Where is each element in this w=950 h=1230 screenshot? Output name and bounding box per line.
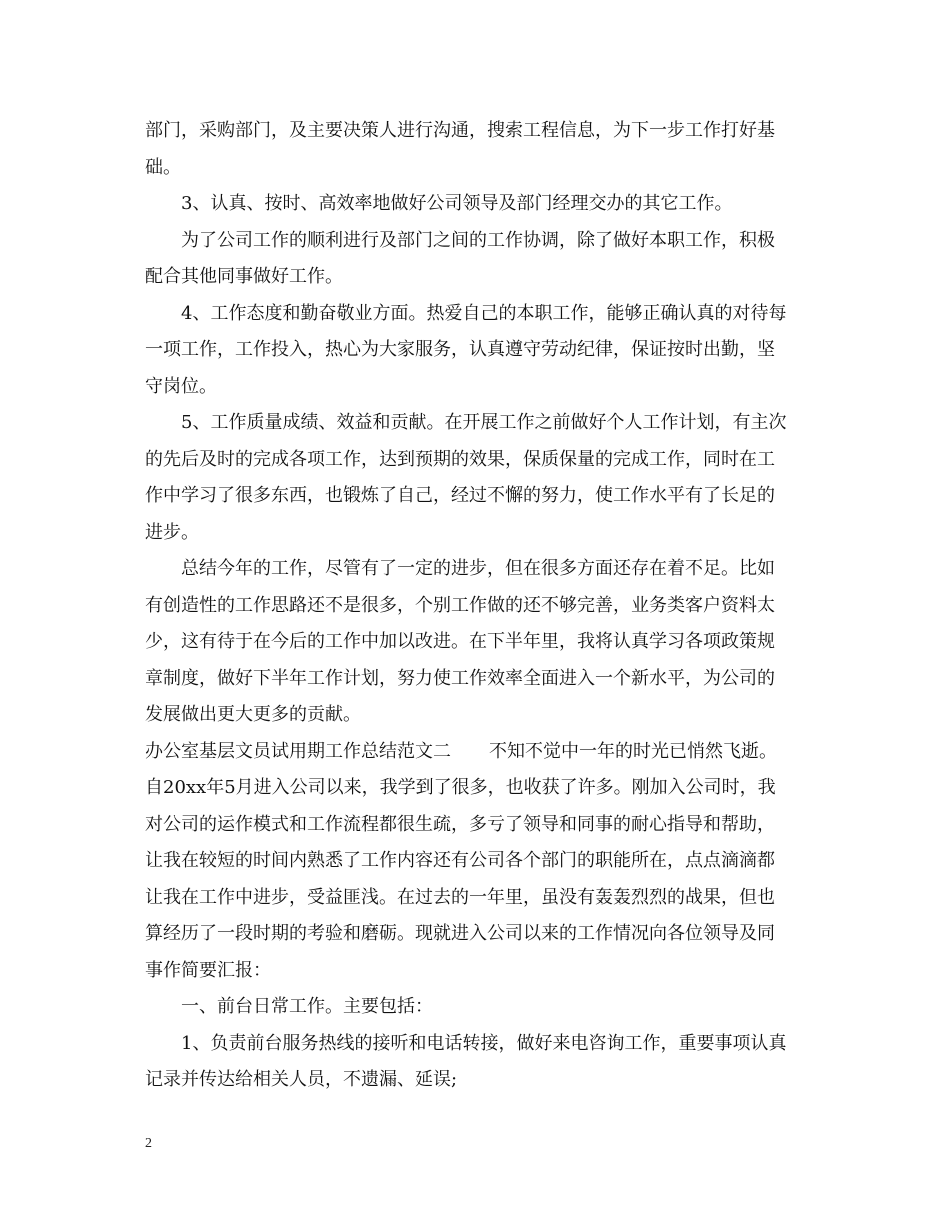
paragraph-line: 算经历了一段时期的考验和磨砺。现就进入公司以来的工作情况向各位领导及同 xyxy=(145,923,775,944)
paragraph-line: 5、工作质量成绩、效益和贡献。在开展工作之前做好个人工作计划，有主次 xyxy=(181,412,787,433)
section-title: 办公室基层文员试用期工作总结范文二 xyxy=(145,740,451,762)
paragraph-line: 配合其他同事做好工作。 xyxy=(145,266,343,287)
paragraph-line: 部门，采购部门，及主要决策人进行沟通，搜索工程信息，为下一步工作打好基 xyxy=(145,120,775,141)
paragraph-line: 的先后及时的完成各项工作，达到预期的效果，保质保量的完成工作，同时在工 xyxy=(145,448,775,470)
paragraph-line: 3、认真、按时、高效率地做好公司领导及部门经理交办的其它工作。 xyxy=(181,193,733,214)
page-number: 2 xyxy=(145,1136,152,1151)
paragraph-line: 作中学习了很多东西，也锻炼了自己，经过不懈的努力，使工作水平有了长足的 xyxy=(145,485,775,506)
paragraph-line: 章制度，做好下半年工作计划，努力使工作效率全面进入一个新水平，为公司的 xyxy=(145,667,775,689)
paragraph-line: 让我在较短的时间内熟悉了工作内容还有公司各个部门的职能所在，点点滴滴都 xyxy=(145,850,775,871)
paragraph-line: 记录并传达给相关人员，不遗漏、延误; xyxy=(145,1069,458,1090)
paragraph-line: 一、前台日常工作。主要包括： xyxy=(181,996,433,1017)
paragraph-line: 让我在工作中进步，受益匪浅。在过去的一年里，虽没有轰轰烈烈的战果，但也 xyxy=(145,886,775,908)
paragraph-line: 守岗位。 xyxy=(145,375,217,397)
paragraph-line: 事作简要汇报： xyxy=(145,959,271,981)
section-lead: 不知不觉中一年的时光已悄然飞逝。 xyxy=(489,740,777,762)
paragraph-line: 对公司的运作模式和工作流程都很生疏，多亏了领导和同事的耐心指导和帮助， xyxy=(145,813,775,835)
paragraph-line: 一项工作，工作投入，热心为大家服务，认真遵守劳动纪律，保证按时出勤，坚 xyxy=(145,339,775,360)
paragraph-line: 自20xx年5月进入公司以来，我学到了很多，也收获了许多。刚加入公司时，我 xyxy=(145,777,776,798)
document-body xyxy=(145,113,817,1099)
paragraph-line: 少，这有待于在今后的工作中加以改进。在下半年里，我将认真学习各项政策规 xyxy=(145,631,775,652)
paragraph-line: 4、工作态度和勤奋敬业方面。热爱自己的本职工作，能够正确认真的对待每 xyxy=(181,302,787,324)
paragraph-line: 础。 xyxy=(145,156,181,178)
paragraph-line: 为了公司工作的顺利进行及部门之间的工作协调，除了做好本职工作，积极 xyxy=(181,229,775,251)
paragraph-line: 发展做出更大更多的贡献。 xyxy=(145,704,361,725)
paragraph-line: 进步。 xyxy=(145,521,199,543)
paragraph-line: 1、负责前台服务热线的接听和电话转接，做好来电咨询工作，重要事项认真 xyxy=(181,1032,787,1054)
paragraph-line: 有创造性的工作思路还不是很多，个别工作做的还不够完善，业务类客户资料太 xyxy=(145,594,775,616)
section-heading-line xyxy=(145,734,817,771)
paragraph-line: 总结今年的工作，尽管有了一定的进步，但在很多方面还存在着不足。比如 xyxy=(181,558,775,579)
